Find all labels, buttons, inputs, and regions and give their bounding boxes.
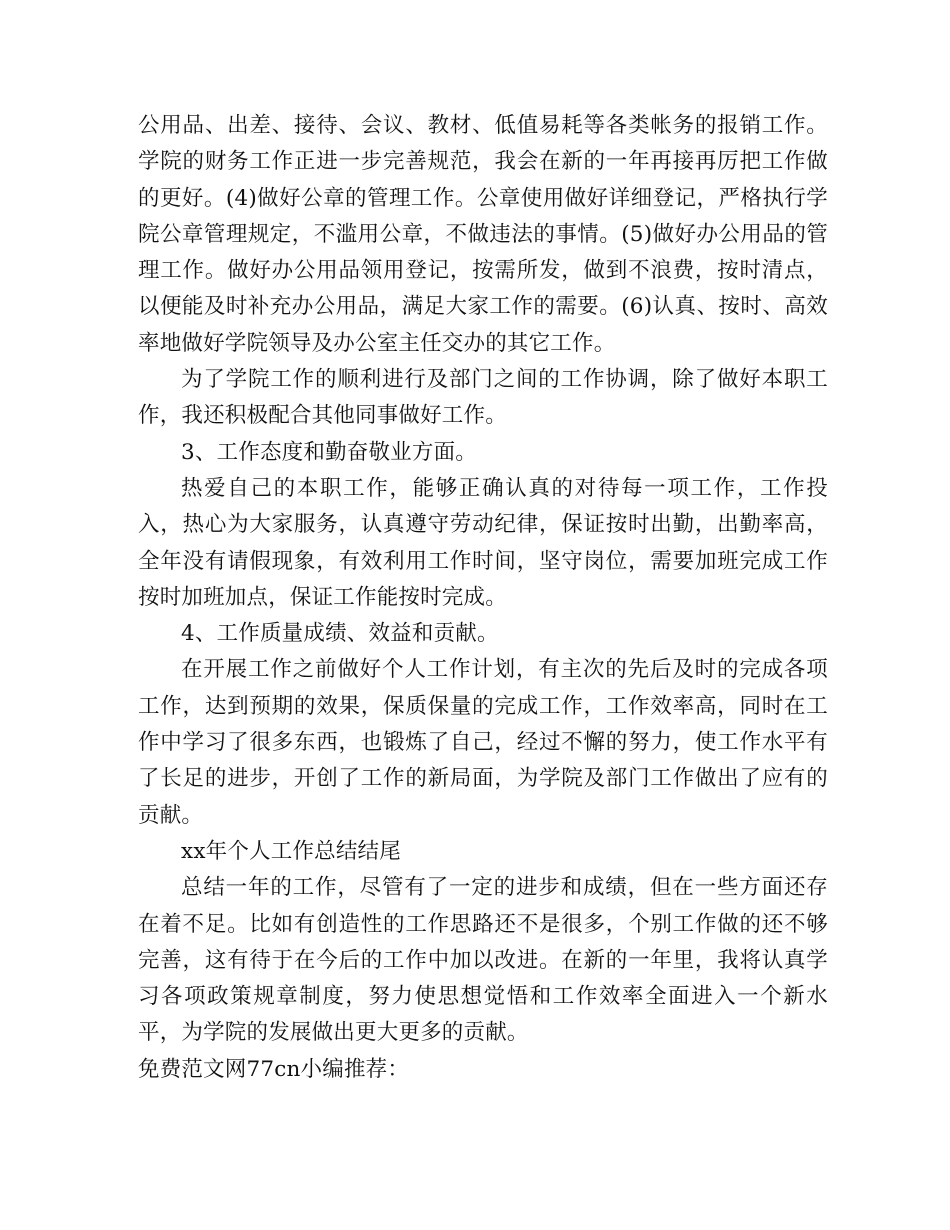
paragraph-quality: 在开展工作之前做好个人工作计划，有主次的先后及时的完成各项工作，达到预期的效果，保质保量的完成工作，工作效率高，同时在工作中学习了很多东西，也锻炼了自己，经过不懈的努力，使工作水平有了长足的进步，开创了工作的新局面，为学院及部门工作做出了应有的贡献。 (138, 657, 828, 828)
section-heading-quality: 4、工作质量成绩、效益和贡献。 (181, 621, 499, 647)
recommendation-line: 免费范文网77cn小编推荐： (138, 1056, 410, 1082)
section-heading-conclusion: xx年个人工作总结结尾 (181, 838, 401, 864)
paragraph-reimbursement-duties: 公用品、出差、接待、会议、教材、低值易耗等各类帐务的报销工作。学院的财务工作正进一步完善规范，我会在新的一年再接再厉把工作做的更好。(4)做好公章的管理工作。公章使用做好详细登记，严格执行学院公章管理规定，不滥用公章，不做违法的事情。(5)做好办公用品的管理工作。做好办公用品领用登记，按需所发，做到不浪费，按时清点，以便能及时补充办公用品，满足大家工作的需要。(6)认真、按时、高效率地做好学院领导及办公室主任交办的其它工作。 (138, 113, 828, 356)
paragraph-conclusion: 总结一年的工作，尽管有了一定的进步和成绩，但在一些方面还存在着不足。比如有创造性的工作思路还不是很多，个别工作做的还不够完善，这有待于在今后的工作中加以改进。在新的一年里，我将认真学习各项政策规章制度，努力使思想觉悟和工作效率全面进入一个新水平，为学院的发展做出更大更多的贡献。 (138, 875, 828, 1046)
document-page (138, 108, 828, 1088)
paragraph-cooperation: 为了学院工作的顺利进行及部门之间的工作协调，除了做好本职工作，我还积极配合其他同事做好工作。 (138, 367, 828, 429)
paragraph-attitude: 热爱自己的本职工作，能够正确认真的对待每一项工作，工作投入，热心为大家服务，认真遵守劳动纪律，保证按时出勤，出勤率高，全年没有请假现象，有效利用工作时间，坚守岗位，需要加班完成工作按时加班加点，保证工作能按时完成。 (138, 475, 828, 610)
section-heading-attitude: 3、工作态度和勤奋敬业方面。 (181, 439, 477, 465)
